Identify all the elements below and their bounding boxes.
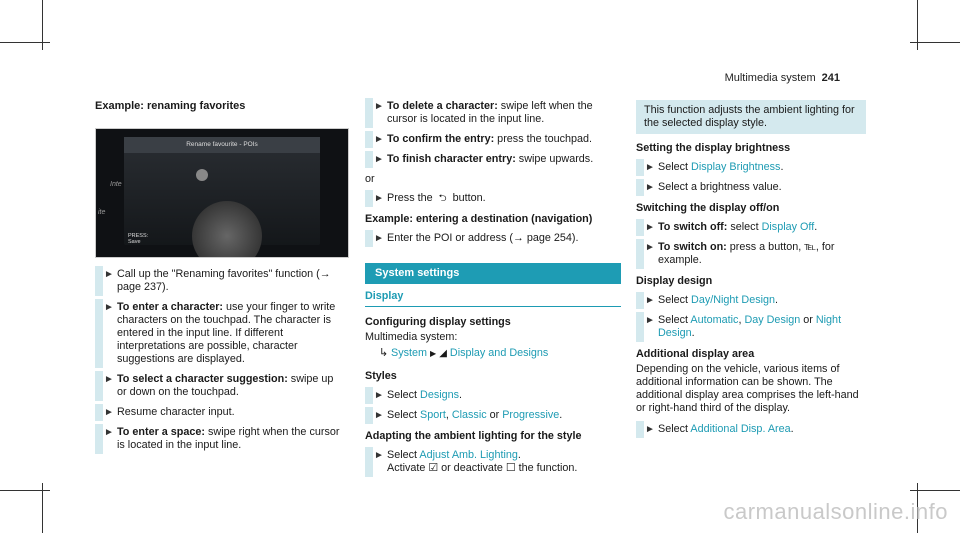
step-arrow-icon: ►	[645, 315, 655, 326]
step-item: ► Press the ⮌ button.	[365, 192, 621, 205]
page-header	[725, 72, 840, 84]
area-heading: Additional display area	[636, 348, 755, 360]
screen-title-bar: Rename favourite - POIs	[124, 137, 320, 153]
designs-link: Designs	[420, 389, 460, 401]
step-item: ► Select Display Brightness.	[636, 161, 866, 174]
step-arrow-icon: ►	[104, 374, 114, 385]
step-arrow-icon: ►	[374, 450, 384, 461]
header-title: Multimedia system	[724, 72, 816, 84]
crop-mark	[0, 490, 50, 491]
save-line: Save	[128, 239, 141, 245]
column-3	[636, 100, 866, 443]
styles-heading: Styles	[365, 370, 397, 382]
press-hint	[128, 233, 148, 245]
step-item: ► To finish character entry: swipe upwards.	[365, 153, 621, 166]
crop-mark	[910, 490, 960, 491]
example-screenshot	[95, 128, 349, 258]
step-item: ► Select Designs.	[365, 389, 621, 402]
step-item: ► Select Sport, Classic or Progressive.	[365, 409, 621, 422]
path-arrow-icon: ↳	[379, 347, 389, 359]
step-arrow-icon: ►	[374, 193, 384, 204]
step-item: ► To delete a character: swipe left when the cursor is located in the input line.	[365, 100, 621, 126]
brightness-heading: Setting the display brightness	[636, 142, 791, 154]
step-arrow-icon: ►	[645, 182, 655, 193]
step-item: ► Select Additional Disp. Area.	[636, 423, 866, 436]
example-nav-heading: Example: entering a destination (navigation)	[365, 213, 593, 225]
area-text: Depending on the vehicle, various items of additional information can be shown. The additional display area comprises the left-hand or right-hand third of the display.	[636, 363, 859, 414]
step-item: ► To enter a space: swipe right when the cursor is located in the input line.	[95, 426, 345, 452]
step-item: ► Resume character input.	[95, 406, 345, 419]
step-item: ► Call up the "Renaming favorites" function (→ page 237).	[95, 268, 345, 294]
back-button-icon: ⮌	[438, 193, 447, 204]
step-arrow-icon: ►	[104, 427, 114, 438]
step-arrow-icon: ►	[374, 410, 384, 421]
side-text: ite	[98, 209, 106, 216]
step-item: ► Select Day/Night Design.	[636, 294, 866, 307]
or-text: or	[365, 173, 375, 185]
section-title: Display	[365, 290, 621, 307]
config-heading: Configuring display settings	[365, 316, 511, 328]
step-arrow-icon: ►	[374, 390, 384, 401]
page-number: 241	[821, 72, 840, 84]
step-arrow-icon: ►	[645, 295, 655, 306]
step-item: ► Select a brightness value.	[636, 181, 866, 194]
step-arrow-icon: ►	[104, 269, 114, 280]
column-1	[95, 100, 345, 119]
design-heading: Display design	[636, 275, 713, 287]
cursor-dial-icon	[196, 169, 208, 181]
example-heading: Example: renaming favorites	[95, 100, 246, 112]
path-system: System	[391, 347, 428, 359]
config-path	[379, 347, 621, 360]
step-arrow-icon: ►	[645, 162, 655, 173]
watermark: carmanualsonline.info	[723, 499, 948, 524]
step-item: ► Select Automatic, Day Design or Night Design.	[636, 314, 866, 340]
column-2	[365, 100, 621, 482]
info-box: This function adjusts the ambient lighting for the selected display style.	[636, 100, 866, 134]
step-arrow-icon: ►	[104, 302, 114, 313]
step-arrow-icon: ►	[374, 154, 384, 165]
step-item: ► To enter a character: use your finger to write characters on the touchpad. The character is entered in the input line. If different interpretations are possible, character suggestions are displayed.	[95, 301, 345, 366]
column-1-steps	[95, 268, 345, 459]
step-arrow-icon: ►	[374, 101, 384, 112]
switch-heading: Switching the display off/on	[636, 202, 780, 214]
path-display: Display and Designs	[449, 347, 549, 359]
config-text: Multimedia system:	[365, 331, 458, 343]
display-icon: ◢	[439, 348, 447, 359]
step-arrow-icon: ►	[104, 407, 114, 418]
tel-icon: ℡	[804, 241, 816, 253]
step-arrow-icon: ►	[645, 424, 655, 435]
crop-mark	[910, 42, 960, 43]
press-line: PRESS:	[128, 233, 149, 239]
ambient-heading: Adapting the ambient lighting for the style	[365, 430, 582, 442]
step-arrow-icon: ►	[374, 233, 384, 244]
step-arrow-icon: ►	[645, 222, 655, 233]
step-item: ► To switch on: press a button, ℡, for example.	[636, 241, 866, 267]
step-item: ► Enter the POI or address (→ page 254).	[365, 232, 621, 245]
crop-mark	[0, 42, 50, 43]
step-item: ► To switch off: select Display Off.	[636, 221, 866, 234]
step-arrow-icon: ►	[645, 242, 655, 253]
side-text: Inte	[110, 181, 122, 188]
step-item: ► Select Adjust Amb. Lighting. Activate ☑ or deactivate ☐ the function.	[365, 449, 621, 475]
step-item: ► To confirm the entry: press the touchpad.	[365, 133, 621, 146]
section-band: System settings	[365, 263, 621, 284]
step-arrow-icon: ►	[374, 134, 384, 145]
path-sep-icon: ▶	[430, 349, 437, 358]
step-item: ► To select a character suggestion: swipe up or down on the touchpad.	[95, 373, 345, 399]
